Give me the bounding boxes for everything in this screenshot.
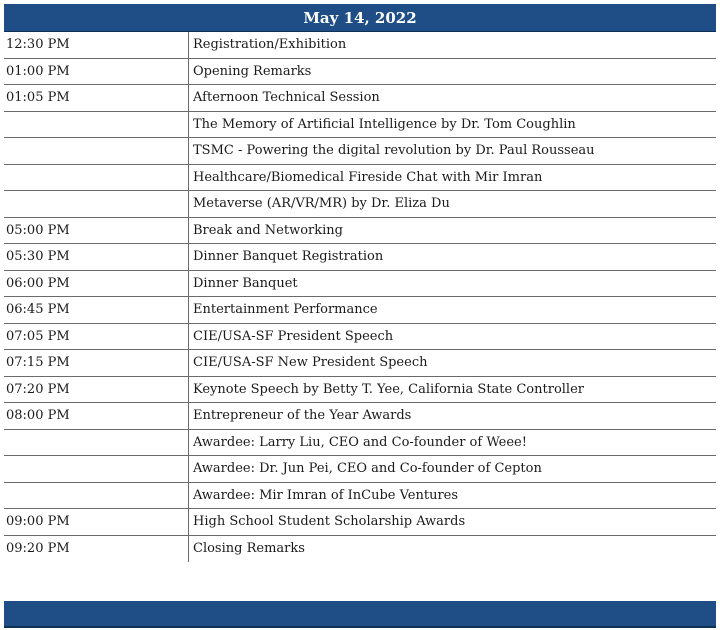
event-cell: Registration/Exhibition (188, 32, 716, 58)
schedule-row (4, 297, 716, 324)
schedule-row (4, 430, 716, 457)
time-cell: 07:15 PM (6, 355, 70, 370)
schedule-row (4, 350, 716, 377)
schedule-row (4, 112, 716, 139)
event-cell: Keynote Speech by Betty T. Yee, California State Controller (188, 377, 716, 403)
event-cell: Dinner Banquet Registration (188, 244, 716, 270)
time-cell: 06:00 PM (6, 275, 70, 291)
footer-bar (4, 601, 716, 628)
time-cell: 05:00 PM (6, 222, 70, 238)
schedule-row (4, 165, 716, 192)
time-cell: 07:05 PM (6, 328, 70, 344)
schedule-row (4, 59, 716, 86)
event-cell: Entrepreneur of the Year Awards (188, 403, 716, 429)
time-cell (4, 456, 188, 482)
time-cell: 07:20 PM (6, 381, 70, 397)
schedule-row (4, 85, 716, 112)
time-cell (4, 112, 188, 138)
event-cell: Dinner Banquet (188, 271, 716, 297)
time-cell (4, 165, 188, 191)
time-cell: 05:30 PM (6, 249, 70, 264)
schedule-row (4, 218, 716, 245)
schedule-row (4, 244, 716, 271)
time-cell: 09:00 PM (6, 514, 70, 529)
event-cell: Break and Networking (188, 218, 716, 244)
schedule-rows (4, 32, 716, 562)
event-cell: Metaverse (AR/VR/MR) by Dr. Eliza Du (188, 191, 716, 217)
event-cell: Closing Remarks (188, 536, 716, 563)
event-cell: CIE/USA-SF New President Speech (188, 350, 716, 376)
event-cell: Awardee: Larry Liu, CEO and Co-founder of Weee! (188, 430, 716, 456)
time-cell (4, 430, 188, 456)
schedule-row (4, 483, 716, 510)
time-cell (4, 191, 188, 217)
schedule-row (4, 138, 716, 165)
time-cell: 06:45 PM (6, 302, 70, 317)
schedule-row (4, 271, 716, 298)
event-cell: Healthcare/Biomedical Fireside Chat with Mir Imran (188, 165, 716, 191)
schedule-row (4, 377, 716, 404)
event-cell: Opening Remarks (188, 59, 716, 85)
schedule-row (4, 403, 716, 430)
time-cell: 09:20 PM (6, 540, 70, 556)
event-cell: Awardee: Mir Imran of InCube Ventures (188, 483, 716, 509)
schedule-row (4, 536, 716, 563)
schedule-row (4, 191, 716, 218)
time-cell: 01:05 PM (6, 90, 70, 105)
schedule-row (4, 456, 716, 483)
event-cell: Awardee: Dr. Jun Pei, CEO and Co-founder of Cepton (188, 456, 716, 482)
date-title: May 14, 2022 (303, 9, 417, 27)
time-cell: 08:00 PM (6, 408, 70, 423)
time-cell: 01:00 PM (6, 63, 70, 79)
event-cell: Entertainment Performance (188, 297, 716, 323)
time-cell (4, 138, 188, 164)
event-cell: TSMC - Powering the digital revolution by Dr. Paul Rousseau (188, 138, 716, 164)
time-cell (4, 483, 188, 509)
schedule-row (4, 509, 716, 536)
schedule-row (4, 32, 716, 59)
event-cell: Afternoon Technical Session (188, 85, 716, 111)
date-header (4, 4, 716, 32)
event-cell: High School Student Scholarship Awards (188, 509, 716, 535)
schedule-table (4, 4, 716, 562)
event-cell: CIE/USA-SF President Speech (188, 324, 716, 350)
schedule-row (4, 324, 716, 351)
time-cell: 12:30 PM (6, 37, 70, 52)
event-cell: The Memory of Artificial Intelligence by Dr. Tom Coughlin (188, 112, 716, 138)
